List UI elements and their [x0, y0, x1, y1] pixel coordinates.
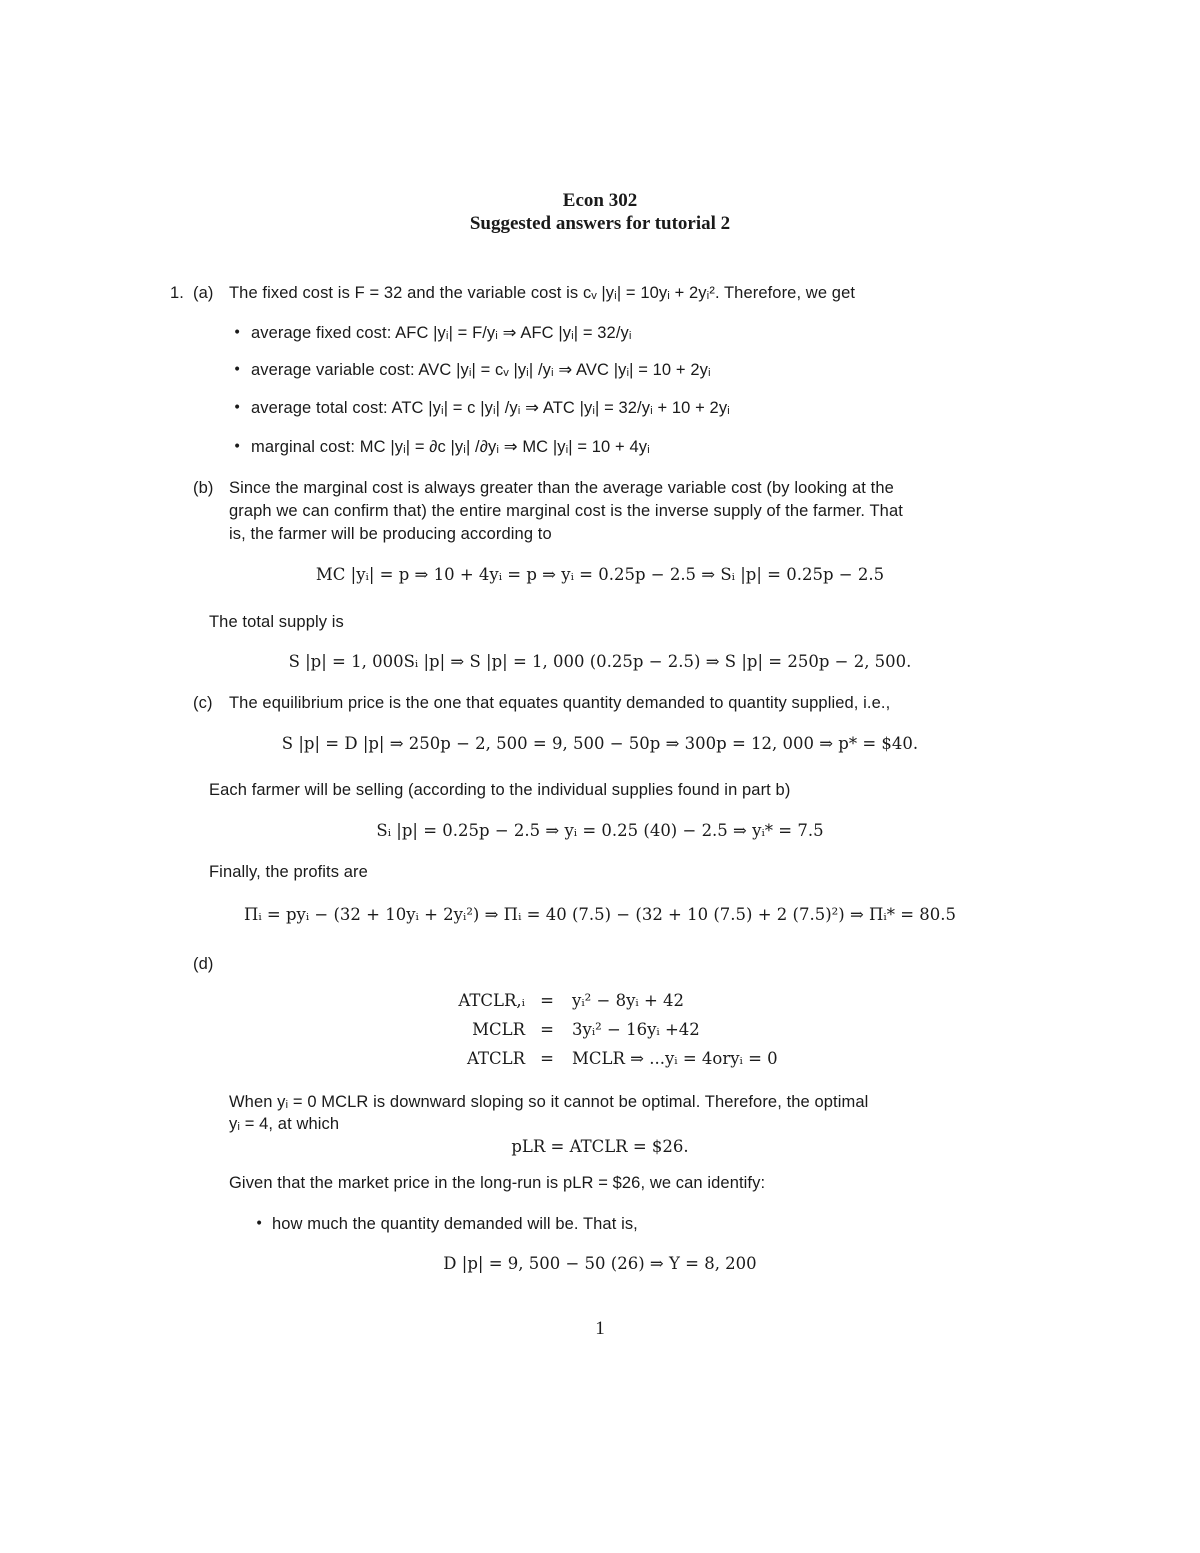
- eq-row-lhs: MCLR: [472, 1020, 525, 1039]
- equation-total-supply: S |p| = 1, 000Sᵢ |p| ⇒ S |p| = 1, 000 (0.25p − 2.5) ⇒ S |p| = 250p − 2, 500.: [288, 652, 912, 671]
- total-supply-text: The total supply is: [209, 613, 344, 631]
- equation-equilibrium: S |p| = D |p| ⇒ 250p − 2, 500 = 9, 500 − 50p ⇒ 300p = 12, 000 ⇒ p* = $40.: [281, 734, 919, 753]
- eq-row-lhs: ATCLR: [466, 1049, 525, 1068]
- equation-supply-individual: MC |yᵢ| = p ⇒ 10 + 4yᵢ = p ⇒ yᵢ = 0.25p − 2.5 ⇒ Sᵢ |p| = 0.25p − 2.5: [315, 565, 885, 584]
- equation-profits: Πᵢ = pyᵢ − (32 + 10yᵢ + 2yᵢ²) ⇒ Πᵢ = 40 (7.5) − (32 + 10 (7.5) + 2 (7.5)²) ⇒ Πᵢ* = 80.5: [243, 905, 957, 924]
- part-b-line: graph we can confirm that) the entire marginal cost is the inverse supply of the farmer. That: [229, 502, 903, 520]
- page-subtitle: Suggested answers for tutorial 2: [469, 213, 731, 234]
- part-c-text2: Each farmer will be selling (according to the individual supplies found in part b): [209, 781, 791, 799]
- part-c-text: The equilibrium price is the one that equates quantity demanded to quantity supplied, i.e.,: [229, 694, 891, 712]
- part-d-label: (d): [193, 955, 214, 973]
- bullet-icon: •: [233, 439, 242, 455]
- eq-row-op: =: [540, 1049, 554, 1068]
- bullet-icon: •: [233, 362, 242, 378]
- bullet-mc: marginal cost: MC |yᵢ| = ∂c |yᵢ| /∂yᵢ ⇒ MC |yᵢ| = 10 + 4yᵢ: [251, 438, 650, 456]
- eq-row-rhs: MCLR ⇒ ...yᵢ = 4oryᵢ = 0: [572, 1049, 778, 1068]
- eq-row-op: =: [540, 991, 554, 1010]
- equation-long-run-price: pLR = ATCLR = $26.: [511, 1137, 689, 1156]
- part-c-label: (c): [193, 694, 213, 712]
- bullet-afc: average fixed cost: AFC |yᵢ| = F/yᵢ ⇒ AFC |yᵢ| = 32/yᵢ: [251, 324, 632, 342]
- part-d-bullet: how much the quantity demanded will be. That is,: [272, 1215, 638, 1233]
- course-title: Econ 302: [562, 190, 638, 211]
- bullet-icon: •: [255, 1216, 264, 1232]
- bullet-icon: •: [233, 400, 242, 416]
- part-b-line: is, the farmer will be producing according to: [229, 525, 552, 543]
- equation-farmer-quantity: Sᵢ |p| = 0.25p − 2.5 ⇒ yᵢ = 0.25 (40) − 2.5 ⇒ yᵢ* = 7.5: [376, 821, 824, 840]
- part-a-text: The fixed cost is F = 32 and the variable cost is cᵥ |yᵢ| = 10yᵢ + 2yᵢ². Therefore, we get: [229, 284, 856, 302]
- page-number: 1: [595, 1318, 605, 1339]
- bullet-avc: average variable cost: AVC |yᵢ| = cᵥ |yᵢ| /yᵢ ⇒ AVC |yᵢ| = 10 + 2yᵢ: [251, 361, 711, 379]
- eq-row-rhs: 3yᵢ² − 16yᵢ +42: [572, 1020, 700, 1039]
- part-a-label: (a): [193, 284, 214, 302]
- bullet-icon: •: [233, 325, 242, 341]
- part-c-text3: Finally, the profits are: [209, 863, 368, 881]
- part-d-line2: yᵢ = 4, at which: [229, 1115, 340, 1133]
- part-b-label: (b): [193, 479, 214, 497]
- eq-row-op: =: [540, 1020, 554, 1039]
- equation-demand: D |p| = 9, 500 − 50 (26) ⇒ Y = 8, 200: [443, 1254, 757, 1273]
- eq-row-lhs: ATCLR,ᵢ: [458, 991, 525, 1010]
- question-number: 1.: [170, 284, 184, 302]
- part-b-line: Since the marginal cost is always greater than the average variable cost (by looking at the: [229, 479, 894, 497]
- eq-row-rhs: yᵢ² − 8yᵢ + 42: [572, 991, 685, 1010]
- bullet-atc: average total cost: ATC |yᵢ| = c |yᵢ| /yᵢ ⇒ ATC |yᵢ| = 32/yᵢ + 10 + 2yᵢ: [251, 399, 730, 417]
- part-d-given: Given that the market price in the long-run is pLR = $26, we can identify:: [229, 1174, 766, 1192]
- part-d-line1: When yᵢ = 0 MCLR is downward sloping so it cannot be optimal. Therefore, the optimal: [229, 1093, 869, 1111]
